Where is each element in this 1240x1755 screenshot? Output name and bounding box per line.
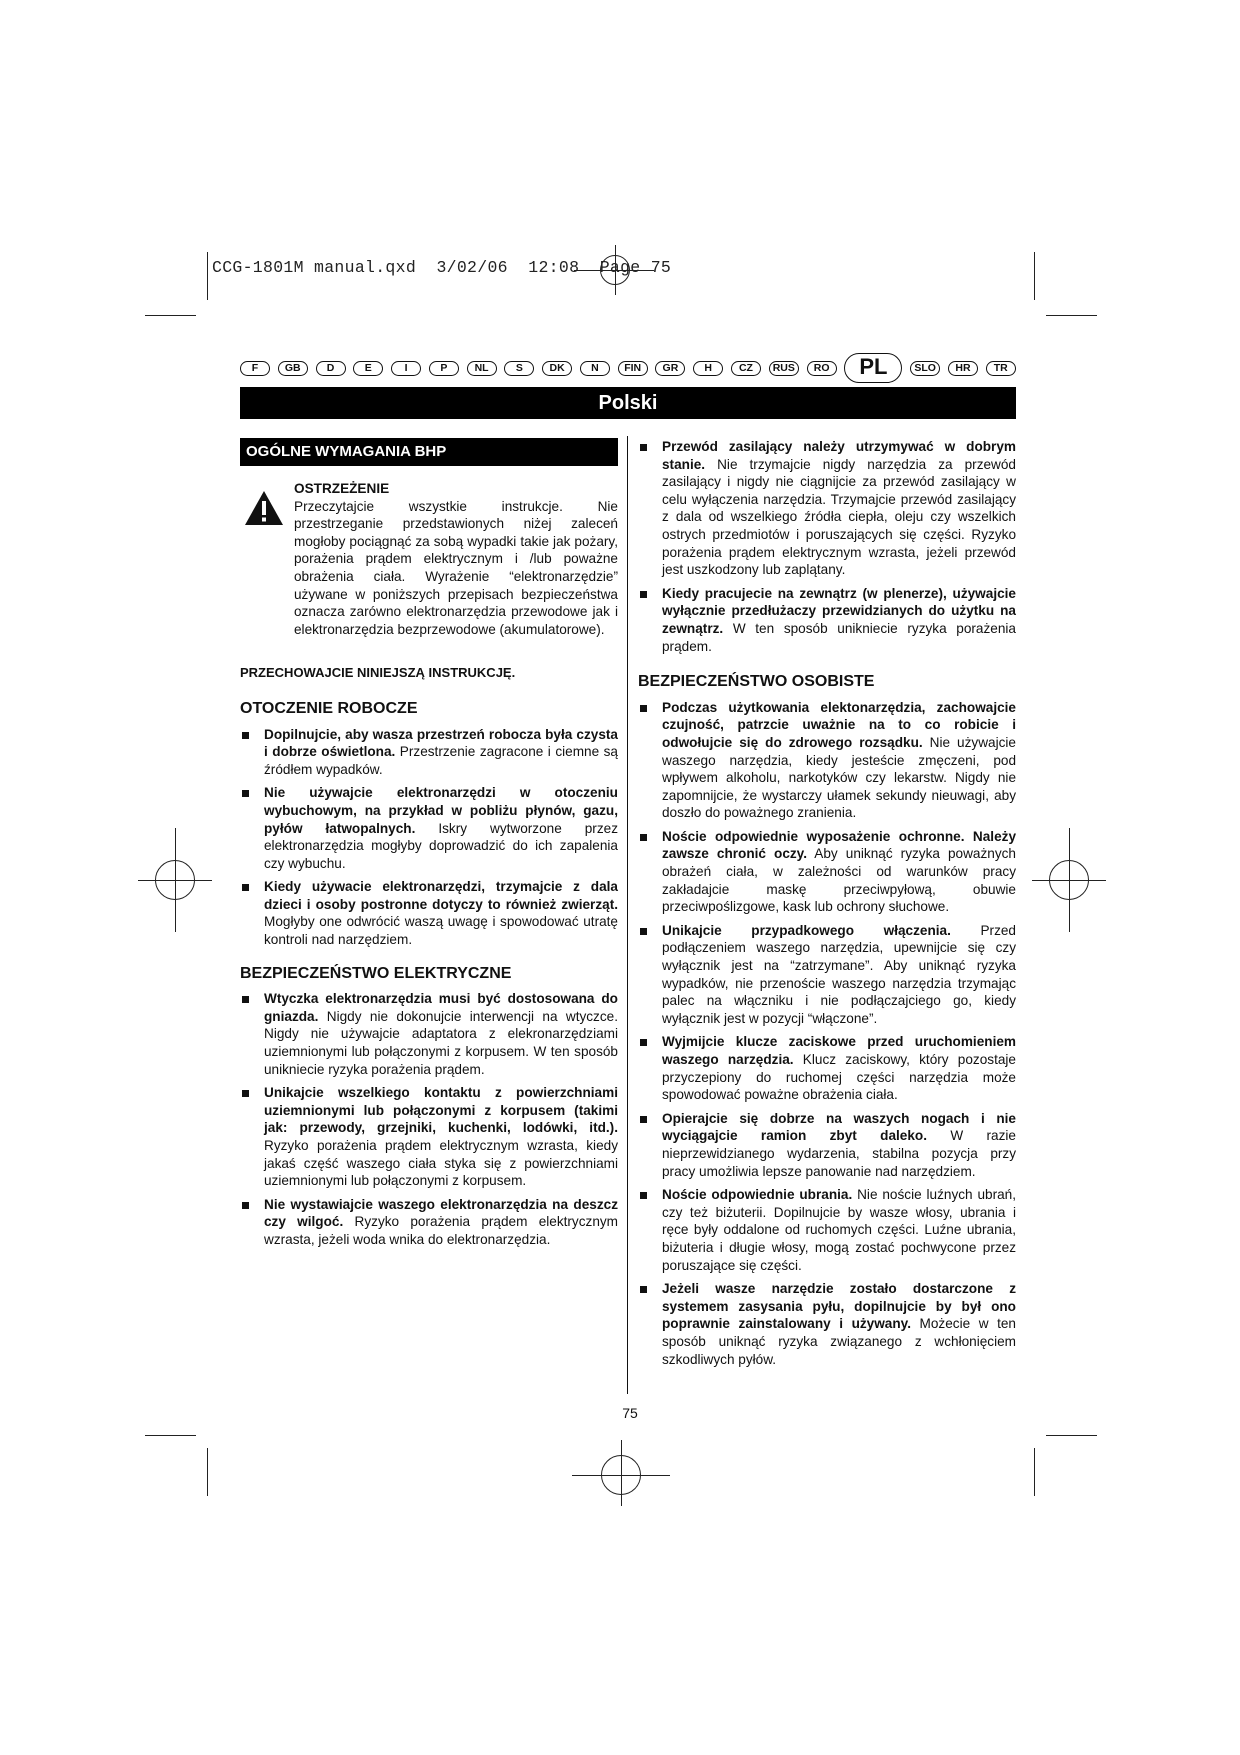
crop-mark [1034,252,1035,300]
bullet-square-icon [640,591,647,598]
cord-safety-list [638,438,1016,655]
work-area-list [240,726,618,949]
list-item [638,1186,1016,1274]
list-item [638,585,1016,655]
list-item-text: Możecie w ten sposób uniknąć ryzyka związanego z wchłonięciem szkodliwych pyłów. [662,1316,1016,1367]
bullet-square-icon [640,444,647,451]
list-item [638,1280,1016,1368]
slug-date: 3/02/06 [436,258,508,277]
crop-mark [207,252,208,300]
list-item [240,726,618,779]
list-item [240,990,618,1078]
list-item-lead: Noście odpowiednie ubrania. [662,1187,853,1203]
list-item-lead: Nie używajcie elektronarzędzi w otoczeniu wybuchowym, na przykład w pobliżu płynów, gazu, pyłów łatwopalnych. [264,785,618,836]
list-item [638,828,1016,916]
list-item-lead: Przewód zasilający należy utrzymywać w dobrym stanie. [662,439,1016,472]
language-tab-n[interactable]: N [580,361,610,376]
list-item-lead: Nie wystawiajcie waszego elektronarzędzia na deszcz czy wilgoć. [264,1196,618,1230]
bullet-square-icon [640,1286,647,1293]
crop-mark [1046,315,1097,316]
list-item-text: Iskry wytworzone przez elektronarzędzia mogłyby doprowadzić do ich zapalenia czy wybuchu. [264,820,618,871]
list-item-text: W razie nieprzewidzianego wydarzenia, stabilna pozycja przy pracy umożliwia lepsze panowanie nad narzędziem. [662,1128,1016,1179]
language-tab-tr[interactable]: TR [986,361,1016,376]
language-tab-gb[interactable]: GB [278,361,308,376]
crop-mark [145,1435,196,1436]
list-item-lead: Kiedy pracujecie na zewnątrz (w plenerze), używajcie wyłącznie przedłużaczy przewidzianych do użytku na zewnątrz. [662,585,1016,636]
crop-mark [145,315,196,316]
list-item-lead: Unikajcie wszelkiego kontaktu z powierzchniami uziemnionymi lub połączonymi z korpusem (takimi jak: przewody, grzejniki, kuchenki, lodówki, itd.). [264,1085,618,1136]
language-tab-nl[interactable]: NL [467,361,497,376]
list-item-text: Ryzyko porażenia prądem elektrycznym wzrasta, jeżeli woda wnika do elektronarzędzia. [264,1214,619,1247]
list-item [638,438,1016,579]
language-tab-hr[interactable]: HR [948,361,978,376]
language-tab-pl[interactable]: PL [844,353,902,383]
right-column [638,438,1016,1374]
electrical-safety-heading: BEZPIECZEŃSTWO ELEKTRYCZNE [240,964,512,982]
list-item-text: Nigdy nie dokonujcie interwencji na wtyczce. Nigdy nie używajcie adaptatora z elekronarzędziami uziemnionymi lub połączonymi z korpusem. W ten sposób unikniecie ryzyka porażenia prądem. [264,1008,618,1077]
list-item-lead: Opierajcie się dobrze na waszych nogach i nie wyciągajcie ramion zbyt daleko. [662,1110,1016,1144]
bullet-square-icon [640,705,647,712]
language-tab-f[interactable]: F [240,361,270,376]
crop-mark [1034,1448,1035,1496]
bullet-square-icon [242,1202,249,1209]
slug-file: CCG-1801M manual.qxd [212,258,417,277]
list-item-text: Przestrzenie zagracone i ciemne są źródłem wypadków. [264,744,618,777]
bullet-square-icon [242,996,249,1003]
language-tab-i[interactable]: I [391,361,421,376]
bullet-square-icon [640,1192,647,1199]
list-item-text: Nie noście luźnych ubrań, czy też biżuterii. Dopilnujcie by wasze włosy, ubrania i ręce były oddalone od ruchomych części. Luźne ubrania, biżuteria i długie włosy, mogą zostać pochwycone przez poruszające się części. [662,1187,1017,1273]
list-item [240,1196,618,1249]
list-item-lead: Jeżeli wasze narzędzie zostało dostarczone z systemem zasysania pyłu, dopilnujcie by był ono poprawnie zainstalowany i używany. [662,1281,1016,1332]
page-number: 75 [622,1405,638,1421]
column-divider [627,436,628,1394]
language-tab-e[interactable]: E [353,361,383,376]
bullet-square-icon [640,834,647,841]
warning-triangle-icon [244,490,284,526]
bullet-square-icon [242,732,249,739]
list-item [638,1110,1016,1180]
language-tab-rus[interactable]: RUS [769,361,799,376]
page-title: Polski [240,387,1016,419]
list-item-lead: Wyjmijcie klucze zaciskowe przed uruchomieniem waszego narzędzia. [662,1034,1016,1067]
bullet-square-icon [640,1039,647,1046]
bullet-square-icon [640,1116,647,1123]
list-item-text: Aby uniknąć ryzyka poważnych obrażeń ciała, w zależności od warunków pracy zakładajcie maskę przeciwpyłową, obuwie przeciwpoślizgowe, kask lub ochrony słuchowe. [662,846,1016,915]
list-item [240,1084,618,1190]
list-item [240,878,618,948]
crop-mark [207,1448,208,1496]
registration-mark [1069,828,1070,932]
language-tab-ro[interactable]: RO [807,361,837,376]
language-bar [240,352,1016,384]
language-tab-dk[interactable]: DK [542,361,572,376]
list-item-text: Mogłyby one odwrócić waszą uwagę i spowodować utratę kontroli nad narzędziem. [264,914,618,948]
print-slug [212,258,671,277]
language-tab-slo[interactable]: SLO [910,361,940,376]
list-item-lead: Dopilnujcie, aby wasza przestrzeń robocza była czysta i dobrze oświetlona. [264,726,618,760]
registration-mark [175,828,176,932]
list-item [638,699,1016,822]
slug-page: Page 75 [599,258,672,277]
list-item-lead: Podczas użytkowania elektonarzędzia, zachowajcie czujność, patrzcie uważnie na to co robicie i odwołujcie się do zdrowego rozsądku. [662,699,1016,750]
registration-mark [621,1440,622,1506]
language-tab-h[interactable]: H [693,361,723,376]
electrical-safety-list [240,990,618,1248]
language-tab-gr[interactable]: GR [655,361,685,376]
list-item [240,784,618,872]
list-item [638,1033,1016,1103]
list-item-text: Ryzyko porażenia prądem elektrycznym wzrasta, kiedy jakaś część waszego ciała styka się z powierzchniami uziemnionymi lub połączonymi z korpusem. [264,1138,618,1189]
language-tab-s[interactable]: S [504,361,534,376]
list-item [638,922,1016,1028]
warning-title: OSTRZEŻENIE [294,481,390,496]
list-item-lead: Unikajcie przypadkowego włączenia. [662,922,951,938]
list-item-text: Klucz zaciskowy, który pozostaje przyczepiony do ruchomej części narzędzia może spowodować poważne obrażenia ciała. [662,1052,1016,1103]
list-item-lead: Wtyczka elektronarzędzia musi być dostosowana do gniazda. [264,991,618,1024]
list-item-text: Nie trzymajcie nigdy narzędzia za przewód zasilający i nigdy nie ciągnijcie za przewód zasilający w celu wyłączenia narzędzia. Trzymajcie przewód zasilający z dala od wszelkiego źródła ciepła, oleju czy wszelkich ostrych przedmiotów i poruszających się części. Ryzyko porażenia prądem elektrycznym wzrasta, jeżeli przewód jest uszkodzony lub zaplątany. [662,456,1016,578]
list-item-lead: Noście odpowiednie wyposażenie ochronne. Należy zawsze chronić oczy. [662,828,1016,862]
keep-instructions-note: PRZECHOWAJCIE NINIEJSZĄ INSTRUKCJĘ. [240,665,516,681]
work-area-heading: OTOCZENIE ROBOCZE [240,699,418,717]
language-tab-d[interactable]: D [316,361,346,376]
warning-block [240,480,618,638]
list-item-text: Przed podłączeniem waszego narzędzia, upewnijcie się czy wyłącznik jest na “zatrzymane”. Aby uniknąć ryzyka wypadków, nie przenoście waszego narzędzia trzymając palec na włączniku i nie podłączajciego go, kiedy wyłącznik jest w pozycji “włączone”. [662,922,1016,1026]
list-item-text: W ten sposób unikniecie ryzyka porażenia prądem. [662,620,1016,654]
list-item-text: Nie używajcie waszego narzędzia, kiedy jesteście zmęczeni, pod wpływem alkoholu, narkotyków czy lekarstw. Nigdy nie zapomnijcie, że wystarczy ułamek sekundy nieuwagi, aby doszło do poważnego zranienia. [662,734,1016,821]
warning-text: Przeczytajcie wszystkie instrukcje. Nie przestrzeganie przedstawionych niżej zaleceń mogłoby pociągnąć za sobą wypadki takie jak pożary, porażenia prądem elektrycznym i /lub poważne obrażenia ciała. Wyrażenie “elektronarzędzie” używane w poniższych przepisach bezpieczeństwa oznacza zarówno elektronarzędzia przewodowe jak i elektronarzędzia bezprzewodowe (akumulatorowe). [294,498,618,637]
crop-mark [1046,1435,1097,1436]
section-title: OGÓLNE WYMAGANIA BHP [240,438,618,466]
bullet-square-icon [242,884,249,891]
language-tab-cz[interactable]: CZ [731,361,761,376]
personal-safety-heading: BEZPIECZEŃSTWO OSOBISTE [638,673,875,691]
personal-safety-list [638,699,1016,1368]
bullet-square-icon [242,1090,249,1097]
language-tab-fin[interactable]: FIN [618,361,648,376]
bullet-square-icon [640,928,647,935]
left-column [240,438,618,1255]
slug-time: 12:08 [528,258,580,277]
bullet-square-icon [242,790,249,797]
list-item-lead: Kiedy używacie elektronarzędzi, trzymajcie z dala dzieci i osoby postronne dotyczy to również zwierząt. [264,879,618,912]
language-tab-p[interactable]: P [429,361,459,376]
